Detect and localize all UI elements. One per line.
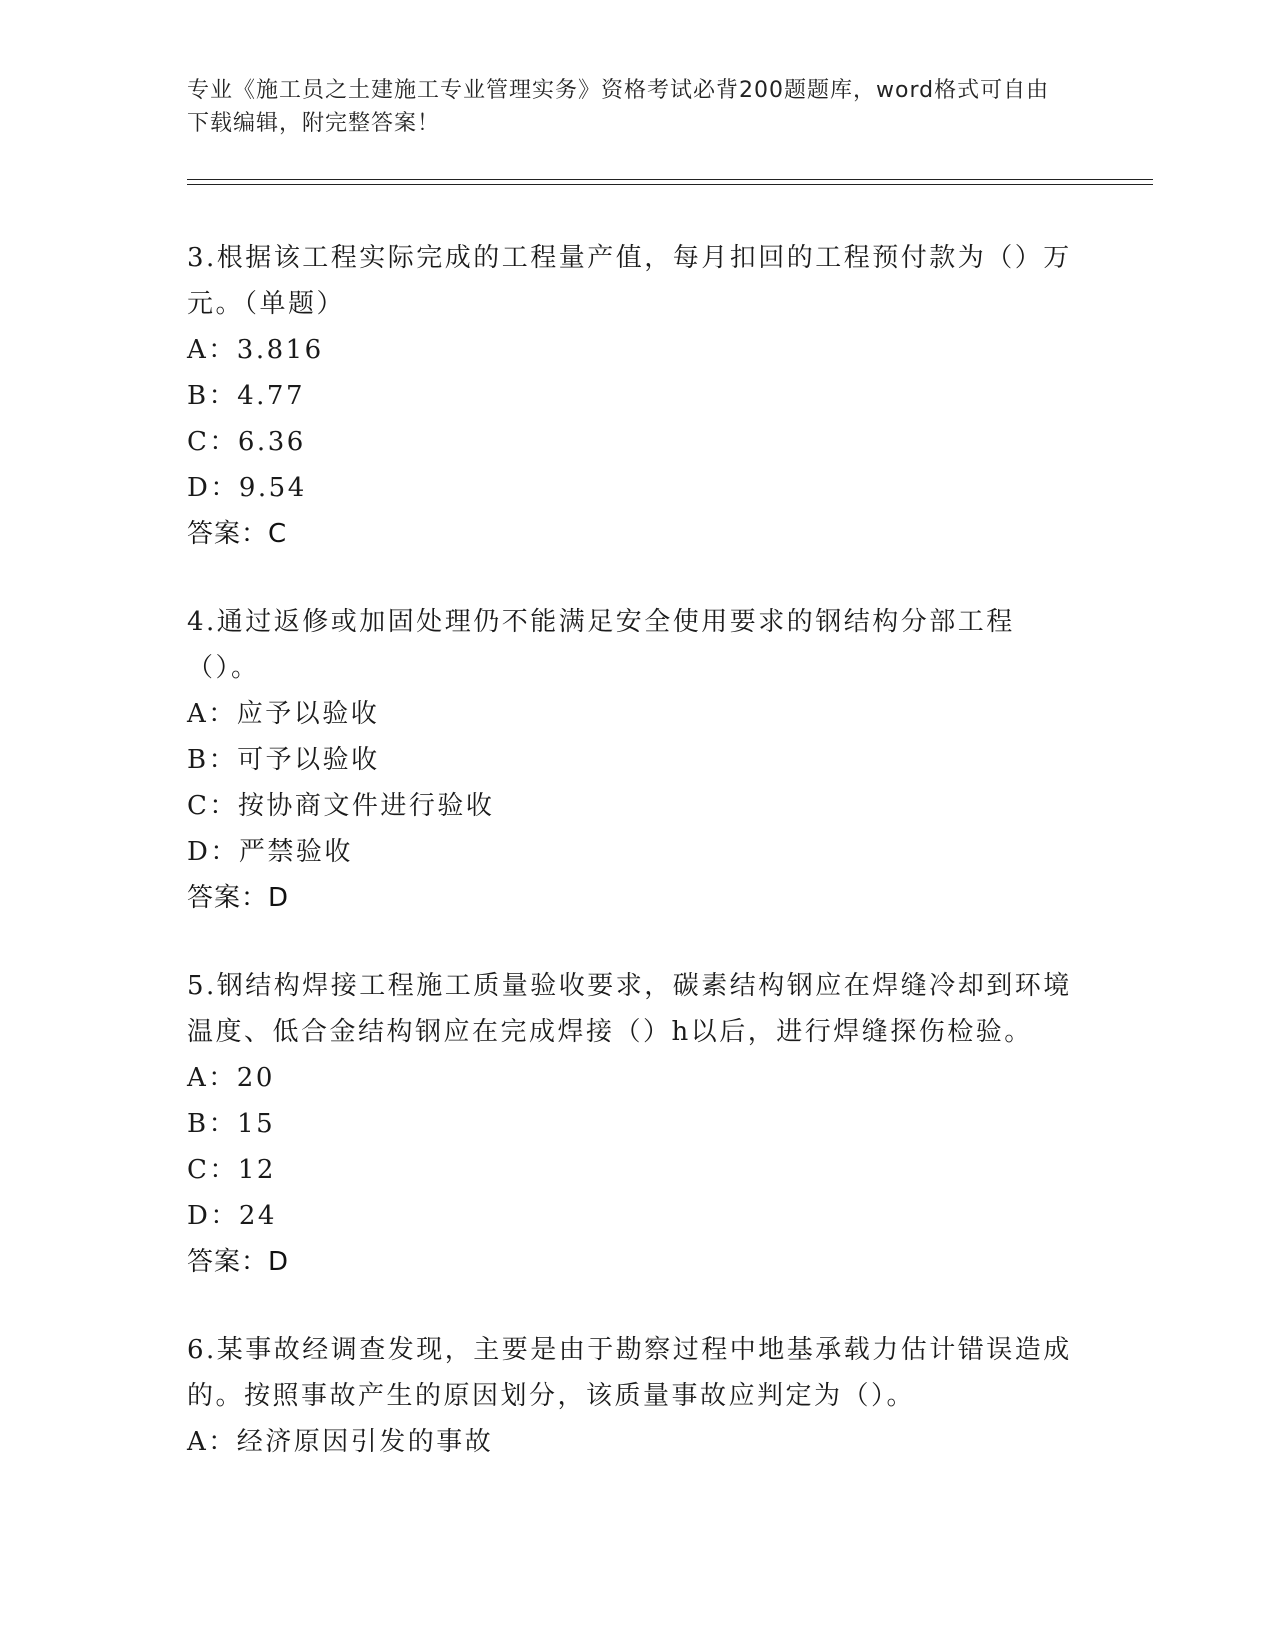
header-rule-top xyxy=(187,179,1153,180)
question-stem: 4.通过返修或加固处理仍不能满足安全使用要求的钢结构分部工程（）。 xyxy=(187,607,1015,683)
option-d: D：9.54 xyxy=(187,473,307,503)
option-a: A：经济原因引发的事故 xyxy=(187,1427,494,1457)
question-list xyxy=(187,235,1087,1507)
document-header: 专业《施工员之土建施工专业管理实务》资格考试必背200题题库，word格式可自由下载编辑，附完整答案！ xyxy=(187,78,1050,136)
answer: 答案：D xyxy=(187,883,290,913)
option-a: A：应予以验收 xyxy=(187,699,380,729)
option-b: B：可予以验收 xyxy=(187,745,380,775)
option-b: B：4.77 xyxy=(187,381,305,411)
option-a: A：3.816 xyxy=(187,335,324,365)
question-6 xyxy=(187,1327,1087,1465)
answer: 答案：C xyxy=(187,519,288,549)
option-a: A：20 xyxy=(187,1063,275,1093)
option-d: D：24 xyxy=(187,1201,277,1231)
answer: 答案：D xyxy=(187,1247,290,1277)
question-5 xyxy=(187,963,1087,1285)
option-d: D：严禁验收 xyxy=(187,837,353,867)
option-c: C：12 xyxy=(187,1155,276,1185)
question-stem: 5.钢结构焊接工程施工质量验收要求，碳素结构钢应在焊缝冷却到环境温度、低合金结构钢应在完成焊接（）h以后，进行焊缝探伤检验。 xyxy=(187,971,1072,1047)
question-stem: 3.根据该工程实际完成的工程量产值，每月扣回的工程预付款为（）万元。（单题） xyxy=(187,243,1072,319)
header-rule-bottom xyxy=(187,184,1153,185)
question-stem: 6.某事故经调查发现，主要是由于勘察过程中地基承载力估计错误造成的。按照事故产生的原因划分，该质量事故应判定为（）。 xyxy=(187,1335,1072,1411)
option-b: B：15 xyxy=(187,1109,276,1139)
question-4 xyxy=(187,599,1087,921)
option-c: C：6.36 xyxy=(187,427,306,457)
option-c: C：按协商文件进行验收 xyxy=(187,791,495,821)
question-3 xyxy=(187,235,1087,557)
